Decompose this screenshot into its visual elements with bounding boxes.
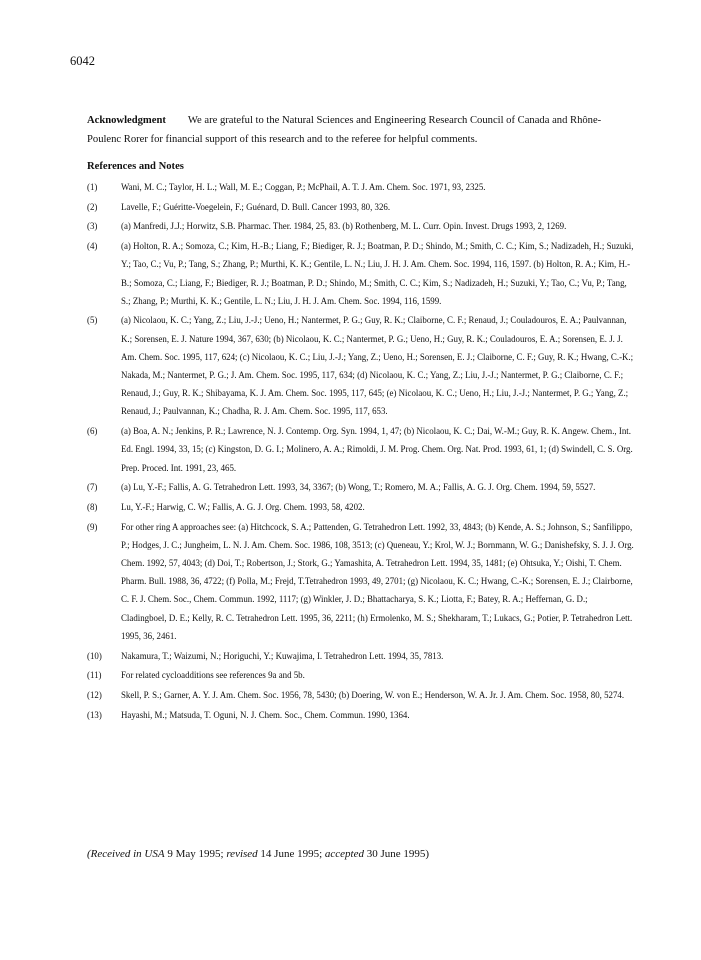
received-date: 9 May 1995; [167, 848, 224, 860]
reference-number: (6) [87, 426, 98, 437]
reference-number: (10) [87, 650, 102, 661]
reference-number: (3) [87, 221, 98, 232]
reference-number: (5) [87, 315, 98, 326]
reference-item [87, 422, 635, 477]
reference-item [87, 311, 635, 420]
reference-text: For other ring A approaches see: (a) Hitchcock, S. A.; Pattenden, G. Tetrahedron Lett. 1992, 33, 4843; (b) Kende, A. S.; Johnson, S.; Sanfilippo, P.; Hodges, J. C.; Jungheim, L. N. J. Am. Chem. Soc. 1986, 108, 3513; (c) Queneau, Y.; Krol, W. J.; Bornmann, W. G.; Danishefsky, S. J. J. Org. Chem. 1992, 57, 4043; (d) Doi, T.; Robertson, J.; Stork, G.; Yamashita, A. Tetrahedron Lett. 1994, 35, 1481; (e) Ohtsuka, Y.; Oishi, T. Chem. Pharm. Bull. 1988, 36, 4722; (f) Polla, M.; Frejd, T.Tetrahedron 1993, 49, 2701; (g) Nicolaou, K. C.; Hwang, C.-K.; Sorensen, E. J.; Clairborne, C. F. J. Chem. Soc., Chem. Commun. 1992, 1117; (g) Winkler, J. D.; Bhattacharya, S. K.; Liotta, F.; Batey, R. A.; Heffernan, G. D.; Cladingboel, D. E.; Kelly, R. C. Tetrahedron Lett. 1995, 36, 2211; (h) Ermolenko, M. S.; Shekharam, T.; Lukacs, G.; Potier, P. Tetrahedron Lett. 1995, 36, 2461. [121, 521, 634, 641]
reference-item [87, 217, 635, 235]
acknowledgment-heading: Acknowledgment [87, 115, 166, 126]
reference-text: For related cycloadditions see references 9a and 5b. [121, 670, 305, 681]
accepted-label: accepted [324, 848, 364, 860]
revised-date: 14 June 1995; [260, 848, 323, 860]
reference-item [87, 647, 635, 665]
reference-number: (8) [87, 501, 98, 512]
reference-number: (13) [87, 709, 102, 720]
reference-number: (7) [87, 482, 98, 493]
reference-item [87, 178, 635, 196]
reference-number: (11) [87, 670, 102, 681]
reference-list [87, 178, 635, 725]
revised-label: revised [226, 848, 258, 860]
reference-text: (a) Boa, A. N.; Jenkins, P. R.; Lawrence, N. J. Contemp. Org. Syn. 1994, 1, 47; (b) Nicolaou, K. C.; Dai, W.-M.; Guy, R. K. Angew. Chem., Int. Ed. Engl. 1994, 33, 15; (c) Kingston, D. G. I.; Molinero, A. A.; Rimoldi, J. M. Prog. Chem. Org. Nat. Prod. 1993, 61, 1; (d) Swindell, C. S. Org. Prep. Proced. Int. 1991, 23, 465. [121, 426, 633, 473]
reference-item [87, 686, 635, 704]
received-line [87, 848, 429, 860]
reference-number: (2) [87, 201, 98, 212]
reference-text: (a) Manfredi, J.J.; Horwitz, S.B. Pharmac. Ther. 1984, 25, 83. (b) Rothenberg, M. L. Curr. Opin. Invest. Drugs 1993, 2, 1269. [121, 221, 567, 232]
accepted-date: 30 June 1995) [366, 848, 430, 860]
reference-item [87, 706, 635, 724]
reference-number: (9) [87, 521, 98, 532]
acknowledgment-paragraph [87, 111, 635, 149]
reference-text: Wani, M. C.; Taylor, H. L.; Wall, M. E.; Coggan, P.; McPhail, A. T. J. Am. Chem. Soc. 1971, 93, 2325. [121, 182, 486, 192]
reference-item [87, 237, 635, 310]
reference-number: (1) [87, 182, 98, 192]
reference-text: Hayashi, M.; Matsuda, T. Oguni, N. J. Chem. Soc., Chem. Commun. 1990, 1364. [121, 709, 410, 720]
reference-text: (a) Lu, Y.-F.; Fallis, A. G. Tetrahedron Lett. 1993, 34, 3367; (b) Wong, T.; Romero, M. A.; Fallis, A. G. J. Org. Chem. 1994, 59, 5527. [121, 482, 596, 493]
reference-text: Skell, P. S.; Garner, A. Y. J. Am. Chem. Soc. 1956, 78, 5430; (b) Doering, W. von E.; Henderson, W. A. Jr. J. Am. Chem. Soc. 1958, 80, 5274. [121, 689, 625, 700]
acknowledgment-text: We are grateful to the Natural Sciences and Engineering Research Council of Canada and Rhône-Poulenc Rorer for financial support of this research and to the referee for helpful comments. [87, 115, 602, 145]
reference-text: Lavelle, F.; Guéritte-Voegelein, F.; Guénard, D. Bull. Cancer 1993, 80, 326. [121, 201, 391, 212]
references-heading: References and Notes [87, 161, 184, 172]
reference-item [87, 198, 635, 216]
reference-number: (12) [87, 689, 102, 700]
reference-item [87, 518, 635, 645]
reference-text: Nakamura, T.; Waizumi, N.; Horiguchi, Y.; Kuwajima, I. Tetrahedron Lett. 1994, 35, 7813. [121, 650, 444, 661]
reference-item [87, 498, 635, 516]
reference-number: (4) [87, 241, 98, 252]
received-label: (Received in USA [87, 848, 165, 860]
reference-text: (a) Nicolaou, K. C.; Yang, Z.; Liu, J.-J.; Ueno, H.; Nantermet, P. G.; Guy, R. K.; Claiborne, C. F.; Renaud, J.; Couladouros, E. A.; Paulvannan, K.; Sorensen, E. J. Nature 1994, 367, 630; (b) Nicolaou, K. C.; Nantermet, P. G.; Ueno, H.; Guy, R. K.; Couladouros, E. A.; Sorensen, E. J. J. Am. Chem. Soc. 1995, 117, 624; (c) Nicolaou, K. C.; Liu, J.-J.; Yang, Z.; Ueno, H.; Sorensen, E. J.; Claiborne, C. F.; Guy, R. K.; Hwang, C.-K.; Nakada, M.; Nantermet, P. G.; J. Am. Chem. Soc. 1995, 117, 634; (d) Nicolaou, K. C.; Yang, Z.; Liu, J.-J.; Nantermet, P. G.; Claiborne, C. F.; Renaud, J.; Guy, R. K.; Shibayama, K. J. Am. Chem. Soc. 1995, 117, 645; (e) Nicolaou, K. C.; Ueno, H.; Liu, J.-J.; Nantermet, P. G.; Yang, Z.; Renaud, J.; Paulvannan, K.; Chadha, R. J. Am. Chem. Soc. 1995, 117, 653. [121, 315, 634, 417]
reference-item [87, 478, 635, 496]
reference-text: (a) Holton, R. A.; Somoza, C.; Kim, H.-B.; Liang, F.; Biediger, R. J.; Boatman, P. D.; Shindo, M.; Smith, C. C.; Kim, S.; Nadizadeh, H.; Suzuki, Y.; Tao, C.; Vu, P.; Tang, S.; Zhang, P.; Murthi, K. K.; Gentile, L. N.; Liu, J. H. J. Am. Chem. Soc. 1994, 116, 1597. (b) Holton, R. A.; Kim, H.-B.; Somoza, C.; Liang, F.; Biediger, R. J.; Boatman, P. D.; Shindo, M.; Smith, C. C.; Kim, S.; Nadizadeh, H.; Suzuki, Y.; Tao, C.; Vu, P.; Tang, S.; Zhang, P.; Murthi, K. K.; Gentile, L. N.; Liu, J. H. J. Am. Chem. Soc. 1994, 116, 1599. [121, 241, 634, 306]
reference-item [87, 666, 635, 684]
reference-text: Lu, Y.-F.; Harwig, C. W.; Fallis, A. G. J. Org. Chem. 1993, 58, 4202. [121, 501, 365, 512]
page-number: 6042 [70, 54, 95, 68]
